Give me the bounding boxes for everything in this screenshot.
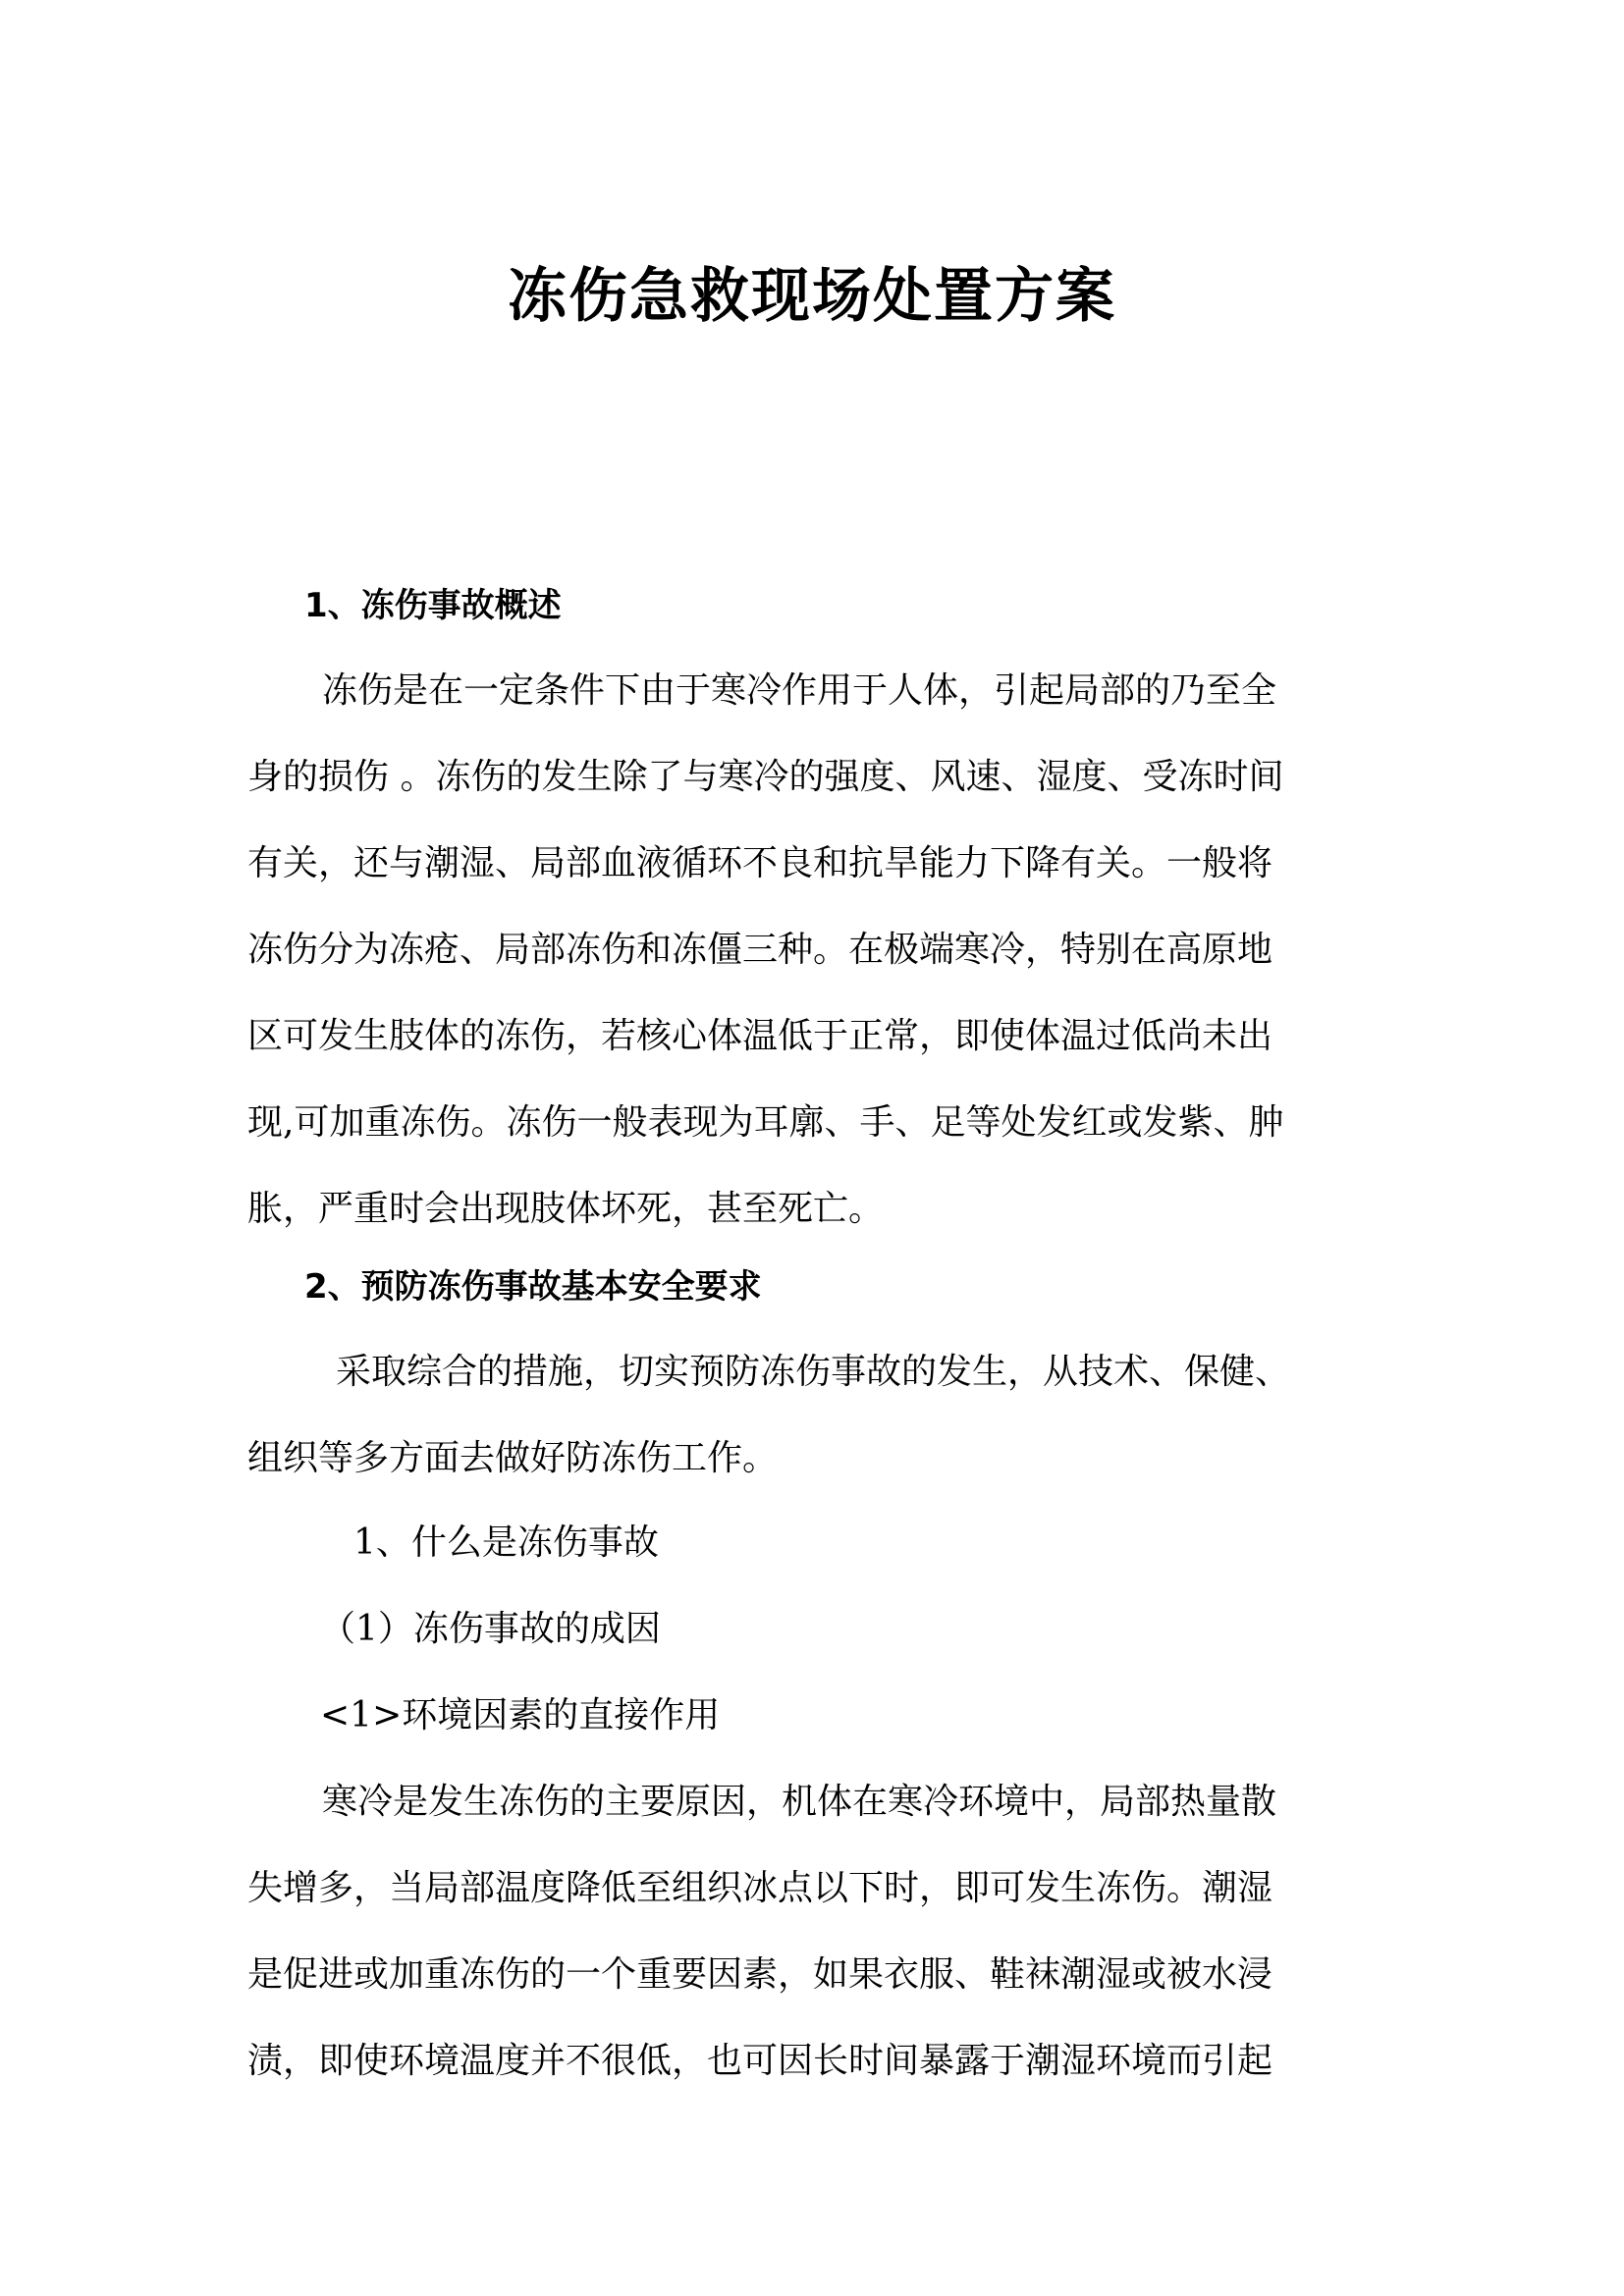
paragraph-line: 区可发生肢体的冻伤，若核心体温低于正常，即使体温过低尚未出 bbox=[247, 1016, 1273, 1056]
paragraph-line: 失增多，当局部温度降低至组织冰点以下时，即可发生冻伤。潮湿 bbox=[247, 1868, 1273, 1908]
sub-sub-heading: （1）冻伤事故的成因 bbox=[320, 1609, 661, 1649]
paragraph-line: 渍，即使环境温度并不很低，也可因长时间暴露于潮湿环境而引起 bbox=[247, 2041, 1273, 2081]
paragraph-line: 组织等多方面去做好防冻伤工作。 bbox=[247, 1438, 779, 1478]
paragraph-line: 冻伤分为冻疮、局部冻伤和冻僵三种。在极端寒冷，特别在高原地 bbox=[247, 930, 1273, 970]
paragraph-line: 胀，严重时会出现肢体坏死，甚至死亡。 bbox=[247, 1189, 885, 1229]
paragraph-line: 寒冷是发生冻伤的主要原因，机体在寒冷环境中，局部热量散 bbox=[322, 1782, 1277, 1822]
paragraph-line: 冻伤是在一定条件下由于寒冷作用于人体，引起局部的乃至全 bbox=[322, 670, 1277, 711]
section-1-heading: 1、冻伤事故概述 bbox=[304, 586, 562, 625]
paragraph-line: 是促进或加重冻伤的一个重要因素，如果衣服、鞋袜潮湿或被水浸 bbox=[247, 1954, 1273, 1995]
section-1-paragraph bbox=[247, 667, 1386, 1233]
item-heading: <1>环境因素的直接作用 bbox=[320, 1695, 721, 1735]
section-2-heading: 2、预防冻伤事故基本安全要求 bbox=[304, 1267, 762, 1307]
sub-heading: 1、什么是冻伤事故 bbox=[353, 1522, 659, 1563]
document-title: 冻伤急救现场处置方案 bbox=[508, 262, 1116, 331]
paragraph-line: 采取综合的措施，切实预防冻伤事故的发生，从技术、保健、 bbox=[336, 1352, 1291, 1392]
paragraph-line: 有关，还与潮湿、局部血液循环不良和抗旱能力下降有关。一般将 bbox=[247, 843, 1273, 883]
paragraph-line: 现,可加重冻伤。冻伤一般表现为耳廓、手、足等处发红或发紫、肿 bbox=[247, 1102, 1284, 1143]
item-paragraph bbox=[247, 1779, 1386, 2085]
paragraph-line: 身的损伤 。冻伤的发生除了与寒冷的强度、风速、湿度、受冻时间 bbox=[247, 757, 1284, 797]
section-2-paragraph bbox=[247, 1349, 1386, 1482]
